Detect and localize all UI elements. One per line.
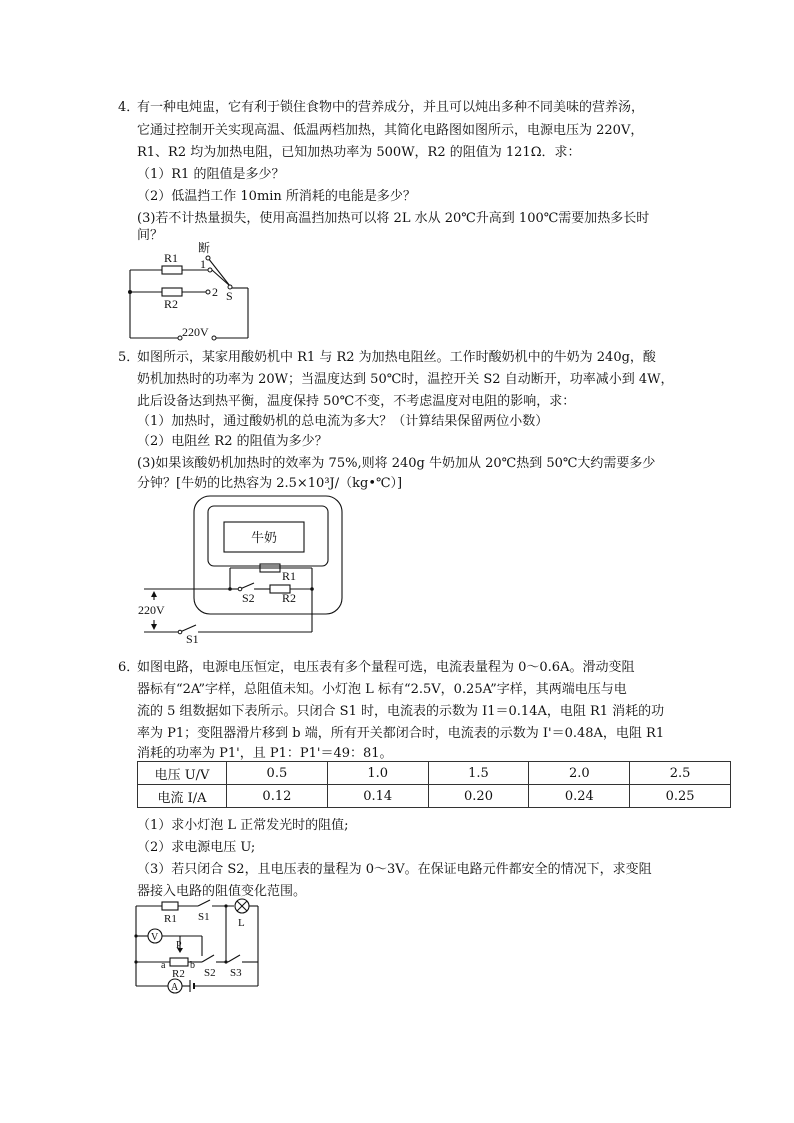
q5-number: 5． (118, 350, 140, 365)
q6-line-2: 器标有“2A”字样，总阻值未知。小灯泡 L 标有“2.5V，0.25A”字样，其两端电压与电 (137, 682, 627, 697)
q6-resistor-r1 (162, 902, 178, 910)
q5-line-5: （2）电阻丝 R2 的阻值为多少？ (137, 434, 328, 449)
q6-switch-s3 (228, 955, 240, 962)
q5-label-r1: R1 (282, 569, 297, 583)
q6-after-3: （3）若只闭合 S2，且电压表的量程为 0～3V。在保证电路元件都安全的情况下，求变阻 (137, 862, 652, 877)
q6-after-4: 器接入电路的阻值变化范围。 (137, 884, 307, 899)
q5-display-label: 牛奶 (251, 530, 278, 545)
q5-junction-left (228, 587, 232, 591)
q5-label-s1: S1 (186, 632, 199, 644)
q6-label-v: V (151, 932, 159, 943)
table-cell: 0.14 (327, 785, 428, 808)
q6-number: 6． (118, 660, 140, 675)
table-cell: 0.25 (630, 785, 731, 808)
q6-switch-s2 (202, 955, 214, 962)
q6-rheostat-r2 (170, 958, 188, 966)
q4-line-1: 有一种电炖盅，它有利于锁住食物中的营养成分，并且可以炖出多种不同美味的营养汤， (137, 100, 645, 115)
q6-junction-3 (224, 904, 227, 907)
q6-data-table (137, 761, 731, 808)
q4-label-r1: R1 (164, 251, 179, 265)
q4-line-3: R1、R2 均为加热电阻，已知加热功率为 500W，R2 的阻值为 121Ω．求： (137, 145, 581, 160)
q5-yogurt-machine-figure (130, 492, 352, 644)
q6-label-l: L (238, 917, 245, 929)
q4-label-voltage: 220V (182, 325, 209, 339)
table-cell: 1.5 (428, 762, 529, 785)
q4-label-r2: R2 (164, 297, 179, 311)
q6-junction-4 (224, 960, 227, 963)
table-row-label: 电压 U/V (138, 762, 227, 785)
q5-label-voltage: 220V (138, 603, 165, 617)
q6-junction-1 (134, 934, 137, 937)
table-row-label: 电流 I/A (138, 785, 227, 808)
q4-circuit-figure (120, 240, 270, 348)
q6-circuit-figure (130, 896, 270, 996)
q4-line-2: 它通过控制开关实现高温、低温两档加热，其简化电路图如图所示，电源电压为 220V， (137, 123, 644, 138)
table-cell: 0.24 (529, 785, 630, 808)
q4-line-5: （2）低温挡工作 10min 所消耗的电能是多少？ (137, 189, 416, 204)
q4-resistor-r2 (162, 288, 182, 296)
q6-after-2: （2）求电源电压 U; (137, 840, 256, 855)
q6-label-end-a: a (161, 960, 166, 971)
q4-switch-blade-2 (212, 270, 230, 286)
q5-label-r2: R2 (282, 591, 297, 605)
q6-switch-s1 (198, 900, 210, 906)
table-row (138, 785, 731, 808)
q5-switch-s1 (180, 625, 196, 632)
q4-supply-terminal-right (212, 336, 216, 340)
table-cell: 2.5 (630, 762, 731, 785)
q5-junction-right (310, 587, 314, 591)
q4-number: 4． (118, 100, 140, 115)
q6-label-r2: R2 (172, 968, 185, 980)
q5-line-1: 如图所示，某家用酸奶机中 R1 与 R2 为加热电阻丝。工作时酸奶机中的牛奶为 240g，酸 (137, 350, 656, 365)
q6-label-r1: R1 (164, 913, 177, 925)
q6-line-1: 如图电路，电源电压恒定，电压表有多个量程可选，电流表量程为 0～0.6A。滑动变阻 (137, 660, 635, 675)
q4-junction (128, 290, 132, 294)
q6-label-s3: S3 (230, 967, 242, 979)
q4-label-1: 1 (200, 257, 206, 271)
q6-label-p: P (176, 940, 182, 951)
q4-label-2: 2 (212, 285, 218, 299)
q5-label-s2: S2 (242, 591, 255, 605)
table-cell: 2.0 (529, 762, 630, 785)
table-cell: 0.12 (227, 785, 328, 808)
q5-s1-pivot (178, 630, 182, 634)
q5-machine-outer (194, 496, 342, 614)
q4-line-6: (3)若不计热量损失，使用高温挡加热可以将 2L 水从 20℃升高到 100℃需要加热多长时 (137, 211, 650, 226)
q4-terminal-1 (208, 268, 212, 272)
q4-line-7: 间？ (137, 228, 164, 243)
table-cell: 0.5 (227, 762, 328, 785)
q4-resistor-r1 (162, 266, 182, 274)
q6-line-5: 消耗的功率为 P1'，且 P1：P1'＝49：81。 (137, 746, 393, 761)
q4-terminal-off (206, 256, 210, 260)
q5-line-7: 分钟？[牛奶的比热容为 2.5×10³J/（kg•℃）] (137, 476, 403, 491)
q4-label-off: 断 (198, 241, 211, 255)
q6-after-1: （1）求小灯泡 L 正常发光时的阻值; (137, 818, 349, 833)
q4-line-4: （1）R1 的阻值是多少？ (137, 167, 285, 182)
q4-terminal-2 (206, 290, 210, 294)
q6-label-s2: S2 (204, 967, 216, 979)
q5-line-4: （1）加热时，通过酸奶机的总电流为多大？（计算结果保留两位小数） (137, 414, 549, 429)
q4-label-s: S (226, 289, 233, 303)
q6-junction-2 (134, 960, 137, 963)
table-cell: 0.20 (428, 785, 529, 808)
q6-line-3: 流的 5 组数据如下表所示。只闭合 S1 时，电流表的示数为 I1＝0.14A，电阻 R1 消耗的功 (137, 704, 665, 719)
q6-label-a: A (171, 982, 179, 993)
q5-line-6: (3)如果该酸奶机加热时的效率为 75%,则将 240g 牛奶加从 20℃热到 50℃大约需要多少 (137, 456, 656, 471)
q5-line-3: 此后设备达到热平衡，温度保持 50℃不变，不考虑温度对电阻的影响，求： (137, 394, 576, 409)
table-row (138, 762, 731, 785)
q6-label-end-b: b (190, 960, 195, 971)
q5-line-2: 奶机加热时的功率为 20W；当温度达到 50℃时，温控开关 S2 自动断开，功率减小到 4W， (137, 372, 674, 387)
q6-label-s1: S1 (198, 911, 210, 923)
q6-line-4: 率为 P1；变阻器滑片移到 b 端，所有开关都闭合时，电流表的示数为 I'＝0.48A，电阻 R1 (137, 726, 665, 741)
table-cell: 1.0 (327, 762, 428, 785)
